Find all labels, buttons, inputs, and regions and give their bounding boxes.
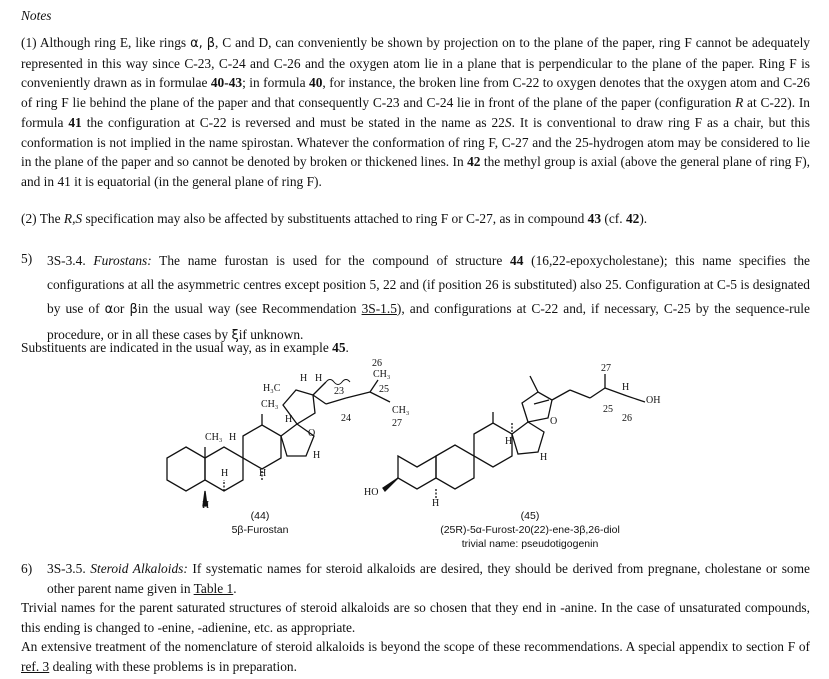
section-6-steroid-alkaloids: 3S-3.5. Steroid Alkaloids: If systematic names for steroid alkaloids are desired, they should be derived from pregnane, cholestane or some other parent name given in Table 1. bbox=[47, 561, 810, 596]
section-5-number: 5) bbox=[21, 251, 33, 266]
structure-45 bbox=[383, 374, 645, 500]
label-ch3-c: CH₃ bbox=[373, 369, 391, 380]
caption-44-name: 5β-Furostan bbox=[231, 524, 289, 536]
label-ch3-d: CH₃ bbox=[392, 405, 410, 416]
label-o-44: O bbox=[308, 428, 316, 439]
label-h-45a: H bbox=[432, 498, 440, 509]
label-h-1: H bbox=[300, 373, 308, 384]
label-o-45: O bbox=[550, 416, 558, 427]
notes-heading: Notes bbox=[21, 8, 52, 23]
section-5-furostans: 3S-3.4. Furostans: The name furostan is used for the compound of structure 44 (16,22-epoxycholestane); this name specifies the configurations at all the asymmetric centres except position 5, 22 and (if position 26 is substituted) also 25. Configuration at C-5 is designated by use of αor βin the usual way (see Recommendation 3S-1.5), and configurations at C-22 and, if necessary, C-25 by the sequence-rule procedure, or in all these cases by ξif unknown. bbox=[47, 253, 810, 343]
label-h-e: H bbox=[313, 450, 321, 461]
section-6-number: 6) bbox=[21, 561, 33, 576]
label-h-d: H bbox=[285, 414, 293, 425]
label-h3c: H₃C bbox=[263, 383, 281, 394]
label-h-c: H bbox=[259, 468, 267, 479]
label-24: 24 bbox=[341, 413, 351, 424]
alpha-symbol: α, bbox=[190, 36, 203, 51]
label-h-b: H bbox=[221, 468, 229, 479]
substituents-line: Substituents are indicated in the usual way, as in example 45. bbox=[21, 340, 349, 355]
label-27: 27 bbox=[392, 418, 402, 429]
label-h-45d: H bbox=[622, 382, 630, 393]
recommendation-link[interactable]: 3S-1.5 bbox=[361, 301, 397, 317]
table-1-link[interactable]: Table 1 bbox=[193, 580, 234, 596]
label-h-45b: H bbox=[505, 436, 513, 447]
label-26: 26 bbox=[372, 358, 382, 369]
structure-44 bbox=[167, 380, 390, 507]
caption-45-name: (25R)-5α-Furost-20(22)-ene-3β,26-diol bbox=[440, 524, 620, 536]
beta-symbol: β bbox=[206, 36, 216, 51]
label-oh: OH bbox=[646, 395, 661, 406]
label-ch3-b: CH₃ bbox=[205, 432, 223, 443]
label-27b: 27 bbox=[601, 363, 611, 374]
trivial-names-paragraph: Trivial names for the parent saturated structures of steroid alkaloids are so chosen that they end in -anine. In the case of unsaturated compounds, this ending is changed to -enine, -adienine, etc. as appropriate. bbox=[21, 600, 810, 635]
label-ch3-a: CH₃ bbox=[261, 399, 279, 410]
caption-45-trivial: trivial name: pseudotigogenin bbox=[461, 538, 599, 550]
note-2: (2) The R,S specification may also be affected by substituents attached to ring F or C-27, as in compound 43 (cf. 42). bbox=[21, 211, 648, 226]
ref-3-link[interactable]: ref. 3 bbox=[21, 658, 50, 674]
label-23: 23 bbox=[334, 386, 344, 397]
label-25b: 25 bbox=[603, 404, 613, 415]
label-26b: 26 bbox=[622, 413, 632, 424]
label-h-2: H bbox=[315, 373, 323, 384]
caption-45-number: (45) bbox=[520, 510, 540, 522]
label-h-45c: H bbox=[540, 452, 548, 463]
label-ho: HO bbox=[364, 487, 379, 498]
label-25: 25 bbox=[379, 384, 389, 395]
note-1: (1) Although ring E, like rings α, β, C and D, can conveniently be shown by projection on to the plane of the paper, ring F cannot be adequately represented in this way since C-23, C-24 and C-26 and the oxygen atom lie in a plane that is perpendicular to the plane of the paper. Ring F is conveniently drawn as in formulae 40-43; in formula 40, for instance, the broken line from C-22 to oxygen denotes that the oxygen atom and C-26 of ring F lie behind the plane of the paper and that consequently C-23 and C-24 lie in front of the plane of the paper (configuration R at C-22). In formula 41 the configuration at C-22 is reversed and must be stated in the name as 22S. It is conventional to draw ring F as a chair, but this conformation is not implied in the name spirostan. Whatever the conformation of ring F, C-27 and the 25-hydrogen atom may be considered to lie in the plane of the paper and so cannot be denoted by broken or thickened lines. In 42 the methyl group is axial (above the general plane of ring F), and in 41 it is equatorial (in the general plane of ring F). bbox=[21, 35, 811, 189]
label-h-f: H bbox=[202, 500, 210, 511]
label-h-a: H bbox=[229, 432, 237, 443]
caption-44-number: (44) bbox=[250, 510, 270, 522]
extensive-treatment-paragraph: An extensive treatment of the nomenclature of steroid alkaloids is beyond the scope of these recommendations. A special appendix to section F of ref. 3 dealing with these problems is in preparation. bbox=[21, 639, 810, 674]
